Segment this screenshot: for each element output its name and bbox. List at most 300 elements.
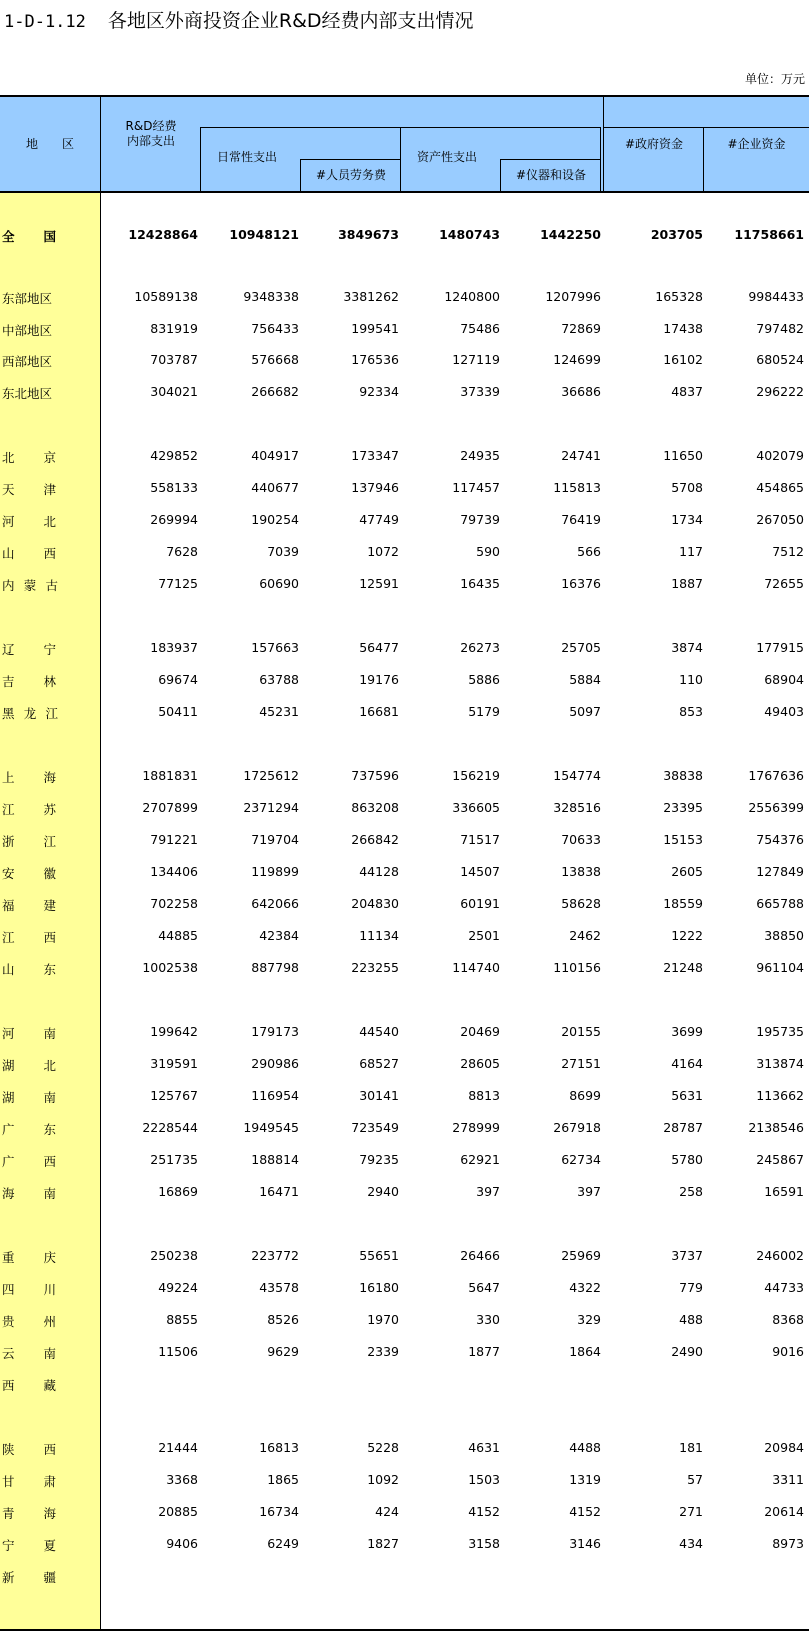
cell-value: 5884 [569,672,601,687]
cell-value: 57 [687,1472,703,1487]
cell-value: 75486 [460,321,500,336]
cell-value: 28787 [663,1120,703,1135]
cell-value: 156219 [452,768,500,783]
cell-value: 8855 [166,1312,198,1327]
cell-value: 5097 [569,704,601,719]
region-name: 吉 林 [2,674,56,689]
cell-value: 72869 [561,321,601,336]
table-row [0,283,809,313]
cell-value: 1864 [569,1344,601,1359]
cell-value: 250238 [150,1248,198,1263]
cell-value: 1877 [468,1344,500,1359]
cell-value: 1767636 [748,768,804,783]
cell-value: 11758661 [734,227,804,242]
table-row [0,1274,809,1304]
cell-value: 5886 [468,672,500,687]
region-name: 天 津 [2,482,56,497]
table-row [0,698,809,728]
cell-value: 1240800 [444,289,500,304]
region-name: 湖 北 [2,1058,56,1073]
cell-value: 702258 [150,896,198,911]
cell-value: 117 [679,544,703,559]
cell-value: 38838 [663,768,703,783]
cell-value: 1970 [367,1312,399,1327]
table-row [0,1242,809,1272]
header-rd-total-line1: R&D经费 [125,119,177,133]
cell-value: 119899 [251,864,299,879]
cell-value: 195735 [756,1024,804,1039]
table-row [0,1466,809,1496]
region-name: 东部地区 [2,291,53,306]
region-name: 江 西 [2,930,56,945]
cell-value: 9016 [772,1344,804,1359]
header-asset: 资产性支出 [417,149,478,164]
table-row [0,570,809,600]
cell-value: 961104 [756,960,804,975]
cell-value: 199642 [150,1024,198,1039]
cell-value: 719704 [251,832,299,847]
region-name: 中部地区 [2,323,53,338]
header-gov: #政府资金 [624,136,684,151]
cell-value: 7039 [267,544,299,559]
cell-value: 290986 [251,1056,299,1071]
cell-value: 246002 [756,1248,804,1263]
table-row [0,1498,809,1528]
cell-value: 4837 [671,384,703,399]
region-name: 黑 龙 江 [2,706,58,721]
unit-label: 单位：万元 [744,72,805,86]
cell-value: 1503 [468,1472,500,1487]
cell-value: 8699 [569,1088,601,1103]
cell-value: 55651 [359,1248,399,1263]
cell-value: 1222 [671,928,703,943]
cell-value: 11650 [663,448,703,463]
cell-value: 8973 [772,1536,804,1551]
cell-value: 38850 [764,928,804,943]
cell-value: 1442250 [540,227,601,242]
cell-value: 92334 [359,384,399,399]
cell-value: 1949545 [243,1120,299,1135]
cell-value: 1092 [367,1472,399,1487]
table-row [0,1146,809,1176]
cell-value: 2490 [671,1344,703,1359]
cell-value: 2707899 [142,800,198,815]
cell-value: 19176 [359,672,399,687]
cell-value: 79235 [359,1152,399,1167]
cell-value: 24741 [561,448,601,463]
table-row [0,221,809,251]
cell-value: 17438 [663,321,703,336]
cell-value: 754376 [756,832,804,847]
cell-value: 703787 [150,352,198,367]
region-name: 山 东 [2,962,56,977]
cell-value: 1072 [367,544,399,559]
cell-value: 16102 [663,352,703,367]
header-region: 地 区 [25,136,74,151]
cell-value: 4322 [569,1280,601,1295]
cell-value: 23395 [663,800,703,815]
cell-value: 271 [679,1504,703,1519]
cell-value: 9406 [166,1536,198,1551]
cell-value: 3158 [468,1536,500,1551]
cell-value: 9629 [267,1344,299,1359]
cell-value: 77125 [158,576,198,591]
cell-value: 3368 [166,1472,198,1487]
table-row [0,666,809,696]
cell-value: 56477 [359,640,399,655]
cell-value: 488 [679,1312,703,1327]
table-row [0,442,809,472]
cell-value: 1002538 [142,960,198,975]
header-equipment: #仪器和设备 [515,167,587,182]
region-name: 辽 宁 [2,642,56,657]
cell-value: 154774 [553,768,601,783]
table-row [0,378,809,408]
cell-value: 5708 [671,480,703,495]
table-row [0,826,809,856]
cell-value: 124699 [553,352,601,367]
cell-value: 266842 [351,832,399,847]
region-name: 贵 州 [2,1314,56,1329]
cell-value: 223772 [251,1248,299,1263]
cell-value: 62734 [561,1152,601,1167]
table-row [0,1082,809,1112]
cell-value: 566 [577,544,601,559]
cell-value: 797482 [756,321,804,336]
cell-value: 44128 [359,864,399,879]
cell-value: 15153 [663,832,703,847]
cell-value: 328516 [553,800,601,815]
cell-value: 70633 [561,832,601,847]
cell-value: 157663 [251,640,299,655]
cell-value: 49403 [764,704,804,719]
cell-value: 2371294 [243,800,299,815]
cell-value: 267918 [553,1120,601,1135]
cell-value: 114740 [452,960,500,975]
cell-value: 177915 [756,640,804,655]
cell-value: 853 [679,704,703,719]
cell-value: 24935 [460,448,500,463]
cell-value: 71517 [460,832,500,847]
cell-value: 440677 [251,480,299,495]
cell-value: 258 [679,1184,703,1199]
cell-value: 43578 [259,1280,299,1295]
cell-value: 4488 [569,1440,601,1455]
cell-value: 2605 [671,864,703,879]
cell-value: 269994 [150,512,198,527]
region-name: 安 徽 [2,866,56,881]
cell-value: 245867 [756,1152,804,1167]
cell-value: 2462 [569,928,601,943]
cell-value: 165328 [655,289,703,304]
cell-value: 49224 [158,1280,198,1295]
region-name: 河 北 [2,514,56,529]
cell-value: 8368 [772,1312,804,1327]
cell-value: 72655 [764,576,804,591]
region-name: 青 海 [2,1506,56,1521]
table-row [0,890,809,920]
cell-value: 68904 [764,672,804,687]
table-row [0,1050,809,1080]
cell-value: 25705 [561,640,601,655]
cell-value: 47749 [359,512,399,527]
cell-value: 665788 [756,896,804,911]
cell-value: 26466 [460,1248,500,1263]
cell-value: 4631 [468,1440,500,1455]
cell-value: 3737 [671,1248,703,1263]
cell-value: 887798 [251,960,299,975]
cell-value: 6249 [267,1536,299,1551]
cell-value: 60690 [259,576,299,591]
cell-value: 1734 [671,512,703,527]
cell-value: 2228544 [142,1120,198,1135]
cell-value: 21444 [158,1440,198,1455]
table-title: 各地区外商投资企业R&D经费内部支出情况 [107,10,474,32]
cell-value: 20155 [561,1024,601,1039]
region-name: 海 南 [2,1186,56,1201]
cell-value: 11506 [158,1344,198,1359]
cell-value: 3381262 [343,289,399,304]
cell-value: 4164 [671,1056,703,1071]
cell-value: 20469 [460,1024,500,1039]
header-daily: 日常性支出 [217,149,278,164]
region-name: 河 南 [2,1026,56,1041]
cell-value: 115813 [553,480,601,495]
cell-value: 44540 [359,1024,399,1039]
cell-value: 3311 [772,1472,804,1487]
cell-value: 313874 [756,1056,804,1071]
table-row [0,1370,809,1400]
cell-value: 9984433 [748,289,804,304]
cell-value: 181 [679,1440,703,1455]
cell-value: 434 [679,1536,703,1551]
cell-value: 60191 [460,896,500,911]
table-row [0,1114,809,1144]
cell-value: 127119 [452,352,500,367]
cell-value: 69674 [158,672,198,687]
cell-value: 5780 [671,1152,703,1167]
region-name: 西部地区 [2,354,53,369]
cell-value: 76419 [561,512,601,527]
cell-value: 16681 [359,704,399,719]
cell-value: 30141 [359,1088,399,1103]
cell-value: 2501 [468,928,500,943]
cell-value: 8813 [468,1088,500,1103]
cell-value: 63788 [259,672,299,687]
cell-value: 45231 [259,704,299,719]
header-enterprise: #企业资金 [727,136,786,151]
cell-value: 16869 [158,1184,198,1199]
cell-value: 44733 [764,1280,804,1295]
table-row [0,954,809,984]
cell-value: 1480743 [439,227,500,242]
region-name: 广 西 [2,1154,56,1169]
cell-value: 1725612 [243,768,299,783]
cell-value: 1207996 [545,289,601,304]
cell-value: 5647 [468,1280,500,1295]
cell-value: 424 [375,1504,399,1519]
cell-value: 642066 [251,896,299,911]
table-row [0,346,809,376]
cell-value: 3849673 [338,227,399,242]
region-name: 甘 肃 [2,1474,56,1489]
region-name: 全 国 [2,229,56,244]
cell-value: 125767 [150,1088,198,1103]
cell-value: 26273 [460,640,500,655]
region-name: 陕 西 [2,1442,56,1457]
cell-value: 336605 [452,800,500,815]
region-name: 浙 江 [2,834,56,849]
table-row [0,538,809,568]
cell-value: 454865 [756,480,804,495]
cell-value: 590 [476,544,500,559]
cell-value: 42384 [259,928,299,943]
cell-value: 16180 [359,1280,399,1295]
cell-value: 1887 [671,576,703,591]
table-row [0,315,809,345]
cell-value: 110156 [553,960,601,975]
cell-value: 1827 [367,1536,399,1551]
cell-value: 117457 [452,480,500,495]
region-name: 福 建 [2,898,56,913]
cell-value: 791221 [150,832,198,847]
table-row [0,1306,809,1336]
cell-value: 267050 [756,512,804,527]
cell-value: 329 [577,1312,601,1327]
cell-value: 7512 [772,544,804,559]
cell-value: 183937 [150,640,198,655]
cell-value: 127849 [756,864,804,879]
cell-value: 44885 [158,928,198,943]
cell-value: 3699 [671,1024,703,1039]
cell-value: 404917 [251,448,299,463]
cell-value: 7628 [166,544,198,559]
table-row [0,474,809,504]
cell-value: 319591 [150,1056,198,1071]
cell-value: 14507 [460,864,500,879]
region-name: 山 西 [2,546,56,561]
region-name: 内 蒙 古 [2,578,58,593]
cell-value: 278999 [452,1120,500,1135]
cell-value: 3146 [569,1536,601,1551]
cell-value: 20614 [764,1504,804,1519]
cell-value: 203705 [650,227,703,242]
cell-value: 4152 [468,1504,500,1519]
cell-value: 576668 [251,352,299,367]
cell-value: 16591 [764,1184,804,1199]
cell-value: 12591 [359,576,399,591]
cell-value: 1319 [569,1472,601,1487]
table-row [0,858,809,888]
region-name: 广 东 [2,1122,56,1137]
cell-value: 330 [476,1312,500,1327]
cell-value: 558133 [150,480,198,495]
cell-value: 723549 [351,1120,399,1135]
table-row [0,1434,809,1464]
cell-value: 304021 [150,384,198,399]
cell-value: 10589138 [134,289,198,304]
region-name: 江 苏 [2,802,56,817]
cell-value: 62921 [460,1152,500,1167]
cell-value: 12428864 [128,227,198,242]
cell-value: 680524 [756,352,804,367]
region-name: 重 庆 [2,1250,56,1265]
cell-value: 50411 [158,704,198,719]
table-row [0,1338,809,1368]
header-labor: #人员劳务费 [315,167,387,182]
cell-value: 737596 [351,768,399,783]
cell-value: 11134 [359,928,399,943]
table-row [0,634,809,664]
region-name: 云 南 [2,1346,56,1361]
cell-value: 110 [679,672,703,687]
cell-value: 16734 [259,1504,299,1519]
cell-value: 58628 [561,896,601,911]
cell-value: 2556399 [748,800,804,815]
cell-value: 756433 [251,321,299,336]
cell-value: 779 [679,1280,703,1295]
cell-value: 199541 [351,321,399,336]
cell-value: 397 [577,1184,601,1199]
cell-value: 190254 [251,512,299,527]
header-rd-total-line2: 内部支出 [126,134,175,148]
cell-value: 137946 [351,480,399,495]
cell-value: 402079 [756,448,804,463]
cell-value: 429852 [150,448,198,463]
cell-value: 20885 [158,1504,198,1519]
cell-value: 134406 [150,864,198,879]
cell-value: 3874 [671,640,703,655]
table-row [0,1530,809,1560]
cell-value: 179173 [251,1024,299,1039]
cell-value: 176536 [351,352,399,367]
table-row [0,1018,809,1048]
cell-value: 2339 [367,1344,399,1359]
cell-value: 79739 [460,512,500,527]
cell-value: 1881831 [142,768,198,783]
cell-value: 5179 [468,704,500,719]
cell-value: 9348338 [243,289,299,304]
region-name: 新 疆 [2,1570,56,1585]
region-name: 西 藏 [2,1378,56,1393]
cell-value: 5228 [367,1440,399,1455]
region-name: 湖 南 [2,1090,56,1105]
cell-value: 16813 [259,1440,299,1455]
cell-value: 16471 [259,1184,299,1199]
table-row [0,1178,809,1208]
cell-value: 4152 [569,1504,601,1519]
cell-value: 5631 [671,1088,703,1103]
table-row [0,1562,809,1592]
cell-value: 16435 [460,576,500,591]
table-row [0,506,809,536]
cell-value: 223255 [351,960,399,975]
cell-value: 8526 [267,1312,299,1327]
cell-value: 25969 [561,1248,601,1263]
table-row [0,794,809,824]
table-row [0,762,809,792]
region-name: 四 川 [2,1282,56,1297]
region-name: 北 京 [2,450,56,465]
cell-value: 2138546 [748,1120,804,1135]
cell-value: 13838 [561,864,601,879]
cell-value: 173347 [351,448,399,463]
cell-value: 21248 [663,960,703,975]
cell-value: 37339 [460,384,500,399]
cell-value: 397 [476,1184,500,1199]
cell-value: 116954 [251,1088,299,1103]
table-row [0,922,809,952]
